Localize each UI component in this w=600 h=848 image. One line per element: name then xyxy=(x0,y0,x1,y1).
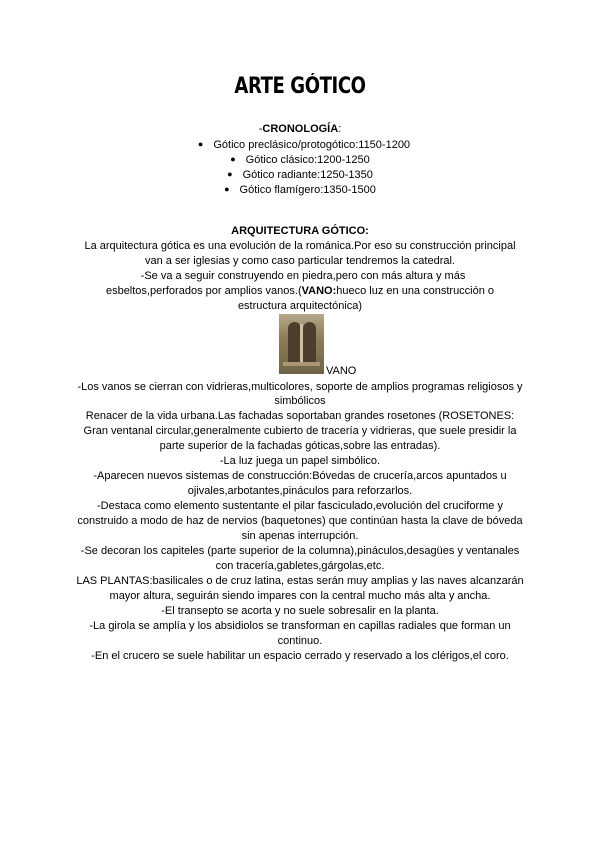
paragraph-line: -Los vanos se cierran con vidrieras,multicolores, soporte de amplios programas religiosos y xyxy=(77,381,523,393)
cronologia-item xyxy=(0,167,600,183)
paragraph-line: parte superior de la fachadas góticas,sobre las entradas). xyxy=(159,440,441,452)
cronologia-heading-text: CRONOLOGÍA xyxy=(262,123,339,135)
paragraph-line: sin apenas interrupción. xyxy=(241,530,359,542)
cronologia-item-text: Gótico preclásico/protogótico:1150-1200 xyxy=(213,139,411,151)
paragraph-line: -Aparecen nuevos sistemas de construcción:Bóvedas de crucería,arcos apuntados u xyxy=(93,470,507,482)
cronologia-item xyxy=(0,137,600,153)
paragraph-line: -La girola se amplía y los absidiolos se transforman en capillas radiales que forman un xyxy=(89,620,511,632)
arch-shape xyxy=(303,322,316,362)
arquitectura-heading: ARQUITECTURA GÓTICO: xyxy=(231,225,369,237)
paragraph-line: -Se decoran los capiteles (parte superior de la columna),pináculos,desagües y ventanales xyxy=(80,545,520,557)
paragraph-line: construido a modo de haz de nervios (baquetones) que continúan hasta la clave de bóveda xyxy=(77,515,523,527)
paragraph-line: Renacer de la vida urbana.Las fachadas soportaban grandes rosetones (ROSETONES: xyxy=(85,410,515,422)
cronologia-prefix: - xyxy=(258,123,263,135)
vano-definition-line xyxy=(0,284,600,299)
cronologia-item xyxy=(0,152,600,168)
bullet-icon: ● xyxy=(224,184,230,194)
vano-window-image xyxy=(279,314,324,374)
sill-shape xyxy=(283,362,320,366)
paragraph-line: -El transepto se acorta y no suele sobresalir en la planta. xyxy=(161,605,439,617)
page-title: ARTE GÓTICO xyxy=(234,74,366,99)
vano-term: VANO: xyxy=(301,285,337,297)
mullion-shape xyxy=(300,324,303,362)
paragraph-line: -En el crucero se suele habilitar un espacio cerrado y reservado a los clérigos,el coro. xyxy=(91,650,509,662)
paragraph-line: mayor altura, seguirán siendo impares con la central mucho más alta y ancha. xyxy=(109,590,491,602)
paragraph-line: Gran ventanal circular,generalmente cubierto de tracería y vidrieras, que suele presidir la xyxy=(83,425,517,437)
paragraph-line: simbólicos xyxy=(274,395,326,407)
bullet-icon: ● xyxy=(227,169,233,179)
paragraph-line: -Se va a seguir construyendo en piedra,pero con más altura y más xyxy=(140,270,466,282)
cronologia-heading xyxy=(0,122,600,137)
vano-line-pre: esbeltos,perforados por amplios vanos.( xyxy=(105,285,302,297)
paragraph-line: estructura arquitectónica) xyxy=(237,300,363,312)
image-caption: VANO xyxy=(326,365,357,377)
vano-line-post: hueco luz en una construcción o xyxy=(336,285,495,297)
paragraph-line: -La luz juega un papel simbólico. xyxy=(219,455,381,467)
cronologia-item xyxy=(0,182,600,198)
paragraph-line: ojivales,arbotantes,pináculos para reforzarlos. xyxy=(187,485,413,497)
paragraph-line: LAS PLANTAS:basilicales o de cruz latina, estas serán muy amplias y las naves alcanzarán xyxy=(76,575,524,587)
paragraph-line: La arquitectura gótica es una evolución de la románica.Por eso su construcción principal xyxy=(84,240,516,252)
bullet-icon: ● xyxy=(197,139,204,149)
cronologia-item-text: Gótico flamígero:1350-1500 xyxy=(239,184,376,196)
cronologia-item-text: Gótico radiante:1250-1350 xyxy=(242,169,373,181)
paragraph-line: -Destaca como elemento sustentante el pilar fasciculado,evolución del cruciforme y xyxy=(97,500,503,512)
bullet-icon: ● xyxy=(230,154,236,164)
paragraph-line: van a ser iglesias y como caso particular tendremos la catedral. xyxy=(145,255,455,267)
paragraph-line: continuo. xyxy=(277,635,323,647)
paragraph-line: con tracería,gabletes,gárgolas,etc. xyxy=(215,560,385,572)
cronologia-suffix: : xyxy=(338,123,342,135)
cronologia-item-text: Gótico clásico:1200-1250 xyxy=(245,154,370,166)
